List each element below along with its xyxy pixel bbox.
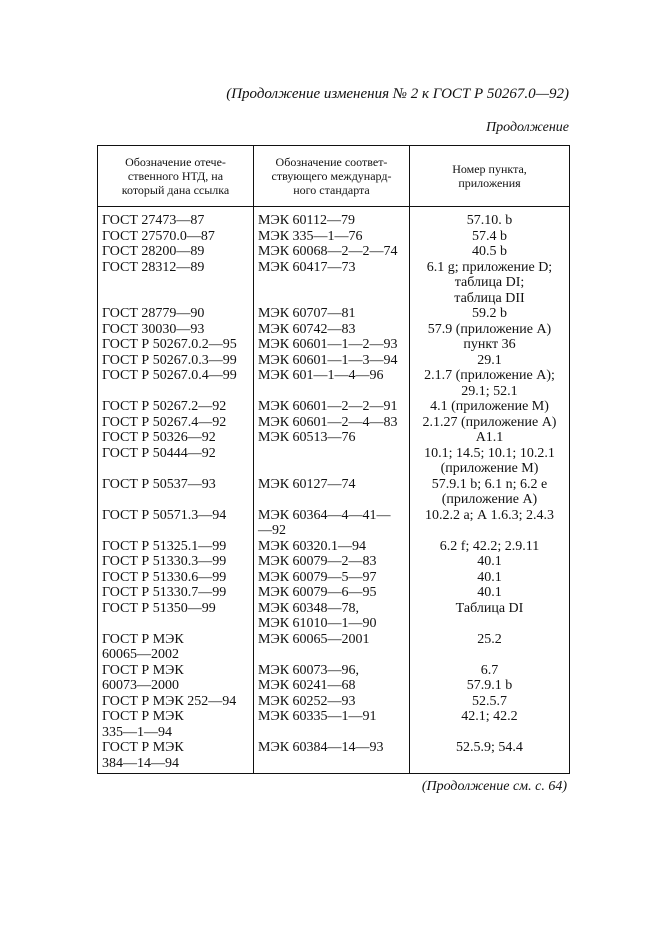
- header-line: приложения: [458, 176, 521, 190]
- cell-line: ГОСТ 28779—90: [102, 306, 205, 321]
- table-row: [98, 399, 570, 415]
- cell-national-doc: [98, 368, 254, 399]
- cell-intl-standard: [254, 337, 410, 353]
- reference-table: [97, 145, 570, 774]
- cell-clause: [410, 207, 570, 229]
- cell-intl-standard: [254, 601, 410, 632]
- cell-line: 57.10. b: [466, 213, 513, 228]
- table-row: [98, 306, 570, 322]
- table-row: [98, 601, 570, 632]
- cell-clause: [410, 446, 570, 477]
- cell-intl-standard: [254, 207, 410, 229]
- cell-line: МЭК 60073—96,: [258, 662, 360, 678]
- cell-intl-standard: [254, 663, 410, 694]
- cell-line: 6.1 g; приложение D;: [426, 259, 553, 275]
- cell-line: 2.1.7 (приложение А);: [424, 368, 555, 383]
- table-row: [98, 229, 570, 245]
- header-line: Обозначение соответ-: [275, 155, 388, 169]
- cell-line: ГОСТ Р МЭК: [102, 662, 184, 678]
- header-row: [98, 146, 570, 207]
- header-line: Обозначение отече-: [125, 155, 226, 169]
- cell-intl-standard: [254, 539, 410, 555]
- cell-intl-standard: [254, 446, 410, 477]
- cell-line: ГОСТ Р 50267.0.2—95: [102, 337, 237, 352]
- cell-line: МЭК 60241—68: [258, 678, 356, 693]
- table-row: [98, 260, 570, 307]
- cell-clause: [410, 632, 570, 663]
- header-line: ного стандарта: [293, 183, 370, 197]
- cell-line: МЭК 60079—5—97: [258, 569, 377, 585]
- cell-line: пункт 36: [463, 337, 516, 352]
- cell-line: ГОСТ Р 51330.3—99: [102, 554, 227, 569]
- cell-line: —92: [258, 523, 286, 538]
- cell-intl-standard: [254, 260, 410, 307]
- cell-line: ГОСТ Р 50267.0.3—99: [102, 352, 237, 368]
- cell-clause: [410, 353, 570, 369]
- cell-intl-standard: [254, 368, 410, 399]
- cell-national-doc: [98, 337, 254, 353]
- cell-line: 10.1; 14.5; 10.1; 10.2.1: [424, 445, 555, 461]
- cell-line: ГОСТ 27473—87: [102, 213, 205, 228]
- cell-line: ГОСТ Р МЭК 252—94: [102, 693, 237, 709]
- cell-national-doc: [98, 244, 254, 260]
- cell-line: 6.2 f; 42.2; 2.9.11: [439, 538, 540, 554]
- cell-line: 52.5.9; 54.4: [456, 740, 523, 755]
- cell-national-doc: [98, 306, 254, 322]
- cell-intl-standard: [254, 229, 410, 245]
- cell-line: 57.9.1 b: [466, 678, 513, 693]
- cell-line: ГОСТ Р 50444—92: [102, 445, 216, 461]
- cell-line: 52.5.7: [472, 693, 507, 709]
- cell-clause: [410, 306, 570, 322]
- cell-line: МЭК 60348—78,: [258, 600, 360, 616]
- cell-clause: [410, 368, 570, 399]
- cell-line: МЭК 60601—1—2—93: [258, 337, 398, 352]
- cell-clause: [410, 539, 570, 555]
- cell-intl-standard: [254, 322, 410, 338]
- cell-line: МЭК 61010—1—90: [258, 616, 377, 631]
- cell-line: МЭК 60601—2—4—83: [258, 414, 398, 430]
- cell-line: ГОСТ Р 51330.6—99: [102, 569, 227, 585]
- cell-national-doc: [98, 446, 254, 477]
- cell-line: 29.1; 52.1: [461, 383, 518, 399]
- header-line: Номер пункта,: [452, 162, 527, 176]
- cell-line: ГОСТ 27570.0—87: [102, 228, 215, 244]
- cell-line: ГОСТ Р 51350—99: [102, 600, 216, 616]
- cell-line: (приложение М): [440, 461, 539, 476]
- cell-national-doc: [98, 632, 254, 663]
- cell-line: МЭК 60127—74: [258, 476, 356, 492]
- cell-line: 57.9 (приложение А): [427, 321, 552, 337]
- cell-clause: [410, 337, 570, 353]
- cell-intl-standard: [254, 415, 410, 431]
- cell-line: 60073—2000: [102, 678, 179, 693]
- cell-line: 25.2: [477, 631, 502, 647]
- cell-line: 42.1; 42.2: [461, 709, 518, 724]
- table-row: [98, 663, 570, 694]
- cell-clause: [410, 570, 570, 586]
- cell-line: 40.1: [477, 569, 502, 585]
- cell-intl-standard: [254, 477, 410, 508]
- cell-clause: [410, 430, 570, 446]
- cell-intl-standard: [254, 306, 410, 322]
- cell-line: ГОСТ 30030—93: [102, 321, 205, 337]
- cell-clause: [410, 415, 570, 431]
- cell-line: ГОСТ Р 50571.3—94: [102, 507, 227, 523]
- cell-intl-standard: [254, 740, 410, 774]
- cell-intl-standard: [254, 570, 410, 586]
- header-line: ствующего междунард-: [271, 169, 392, 183]
- cell-national-doc: [98, 477, 254, 508]
- cell-line: 57.4 b: [472, 228, 507, 244]
- cell-national-doc: [98, 430, 254, 446]
- cell-line: МЭК 60707—81: [258, 306, 356, 321]
- cell-clause: [410, 244, 570, 260]
- cell-national-doc: [98, 570, 254, 586]
- continuation-label: Продолжение: [486, 120, 569, 135]
- cell-national-doc: [98, 585, 254, 601]
- cell-clause: [410, 585, 570, 601]
- cell-line: 40.1: [477, 554, 502, 569]
- cell-intl-standard: [254, 353, 410, 369]
- cell-intl-standard: [254, 585, 410, 601]
- cell-clause: [410, 601, 570, 632]
- cell-national-doc: [98, 353, 254, 369]
- cell-line: МЭК 60068—2—2—74: [258, 244, 398, 259]
- cell-line: МЭК 60513—76: [258, 430, 356, 445]
- cell-national-doc: [98, 322, 254, 338]
- table-row: [98, 446, 570, 477]
- header-line: который дана ссылка: [121, 183, 230, 197]
- cell-line: 40.5 b: [472, 244, 507, 259]
- cell-line: ГОСТ Р 51325.1—99: [102, 538, 227, 554]
- cell-line: ГОСТ Р 50326—92: [102, 430, 216, 445]
- cell-line: 2.1.27 (приложение А): [422, 414, 557, 430]
- cell-line: ГОСТ Р 51330.7—99: [102, 585, 227, 600]
- cell-clause: [410, 322, 570, 338]
- cell-national-doc: [98, 554, 254, 570]
- cell-line: 384—14—94: [102, 755, 179, 771]
- cell-line: МЭК 60320.1—94: [258, 538, 367, 554]
- cell-national-doc: [98, 601, 254, 632]
- table-row: [98, 585, 570, 601]
- cell-national-doc: [98, 399, 254, 415]
- cell-line: Таблица DI: [455, 600, 524, 616]
- page-header: (Продолжение изменения № 2 к ГОСТ Р 50267.0—92): [226, 86, 569, 102]
- cell-line: ГОСТ Р 50267.4—92: [102, 414, 227, 430]
- cell-line: 29.1: [477, 352, 502, 368]
- table-row: [98, 337, 570, 353]
- table-row: [98, 244, 570, 260]
- cell-line: таблица DII: [454, 290, 525, 306]
- cell-line: МЭК 60601—2—2—91: [258, 399, 398, 414]
- cell-clause: [410, 399, 570, 415]
- cell-line: МЭК 60065—2001: [258, 631, 370, 647]
- table-row: [98, 207, 570, 229]
- cell-line: ГОСТ 28312—89: [102, 259, 205, 275]
- cell-clause: [410, 663, 570, 694]
- cell-national-doc: [98, 229, 254, 245]
- table-row: [98, 740, 570, 774]
- cell-line: МЭК 335—1—76: [258, 228, 363, 244]
- cell-clause: [410, 740, 570, 774]
- cell-line: 6.7: [480, 662, 499, 678]
- cell-line: 59.2 b: [472, 306, 507, 321]
- page-footer: (Продолжение см. с. 64): [421, 779, 567, 794]
- cell-intl-standard: [254, 554, 410, 570]
- cell-line: 335—1—94: [102, 724, 172, 740]
- table-row: [98, 368, 570, 399]
- cell-line: МЭК 60079—6—95: [258, 585, 377, 600]
- cell-line: 4.1 (приложение М): [430, 399, 549, 414]
- table-row: [98, 353, 570, 369]
- cell-national-doc: [98, 694, 254, 710]
- table-row: [98, 430, 570, 446]
- cell-line: 57.9.1 b; 6.1 n; 6.2 e: [431, 476, 548, 492]
- table-row: [98, 539, 570, 555]
- cell-line: таблица DI;: [454, 275, 525, 290]
- cell-clause: [410, 709, 570, 740]
- cell-intl-standard: [254, 709, 410, 740]
- table-row: [98, 477, 570, 508]
- cell-line: ГОСТ Р МЭК: [102, 709, 184, 724]
- cell-line: 60065—2002: [102, 647, 179, 662]
- cell-line: А1.1: [475, 430, 504, 445]
- header-clause-number: [410, 146, 570, 207]
- table-body: [98, 207, 570, 774]
- cell-national-doc: [98, 539, 254, 555]
- table-row: [98, 632, 570, 663]
- header-line: ственного НТД, на: [127, 169, 224, 183]
- cell-line: ГОСТ 28200—89: [102, 244, 205, 259]
- cell-clause: [410, 694, 570, 710]
- table-header: [98, 146, 570, 207]
- table-row: [98, 554, 570, 570]
- cell-line: МЭК 60252—93: [258, 693, 356, 709]
- cell-line: МЭК 60335—1—91: [258, 709, 377, 724]
- cell-national-doc: [98, 207, 254, 229]
- cell-national-doc: [98, 709, 254, 740]
- cell-clause: [410, 229, 570, 245]
- header-intl-standard: [254, 146, 410, 207]
- table-row: [98, 694, 570, 710]
- cell-line: МЭК 60417—73: [258, 259, 356, 275]
- cell-line: МЭК 60742—83: [258, 321, 356, 337]
- cell-line: (приложение А): [441, 492, 538, 507]
- cell-line: ГОСТ Р МЭК: [102, 631, 184, 647]
- cell-national-doc: [98, 663, 254, 694]
- cell-national-doc: [98, 508, 254, 539]
- table-row: [98, 570, 570, 586]
- cell-line: МЭК 60364—4—41—: [258, 507, 391, 523]
- cell-national-doc: [98, 260, 254, 307]
- header-national-doc: [98, 146, 254, 207]
- cell-intl-standard: [254, 430, 410, 446]
- table-row: [98, 415, 570, 431]
- cell-clause: [410, 477, 570, 508]
- cell-line: МЭК 60079—2—83: [258, 554, 377, 569]
- cell-clause: [410, 554, 570, 570]
- cell-line: ГОСТ Р 50267.0.4—99: [102, 368, 237, 383]
- cell-line: МЭК 60112—79: [258, 213, 356, 228]
- table-row: [98, 709, 570, 740]
- cell-intl-standard: [254, 632, 410, 663]
- table-row: [98, 508, 570, 539]
- cell-line: ГОСТ Р МЭК: [102, 740, 184, 755]
- cell-line: МЭК 60384—14—93: [258, 740, 384, 755]
- cell-intl-standard: [254, 244, 410, 260]
- cell-line: ГОСТ Р 50267.2—92: [102, 399, 227, 414]
- cell-line: МЭК 601—1—4—96: [258, 368, 384, 383]
- cell-national-doc: [98, 740, 254, 774]
- cell-national-doc: [98, 415, 254, 431]
- cell-line: ГОСТ Р 50537—93: [102, 476, 216, 492]
- cell-line: МЭК 60601—1—3—94: [258, 352, 398, 368]
- cell-intl-standard: [254, 399, 410, 415]
- cell-clause: [410, 260, 570, 307]
- cell-clause: [410, 508, 570, 539]
- table-row: [98, 322, 570, 338]
- cell-line: 10.2.2 а; А 1.6.3; 2.4.3: [424, 507, 555, 523]
- cell-line: 40.1: [477, 585, 502, 600]
- cell-intl-standard: [254, 694, 410, 710]
- cell-intl-standard: [254, 508, 410, 539]
